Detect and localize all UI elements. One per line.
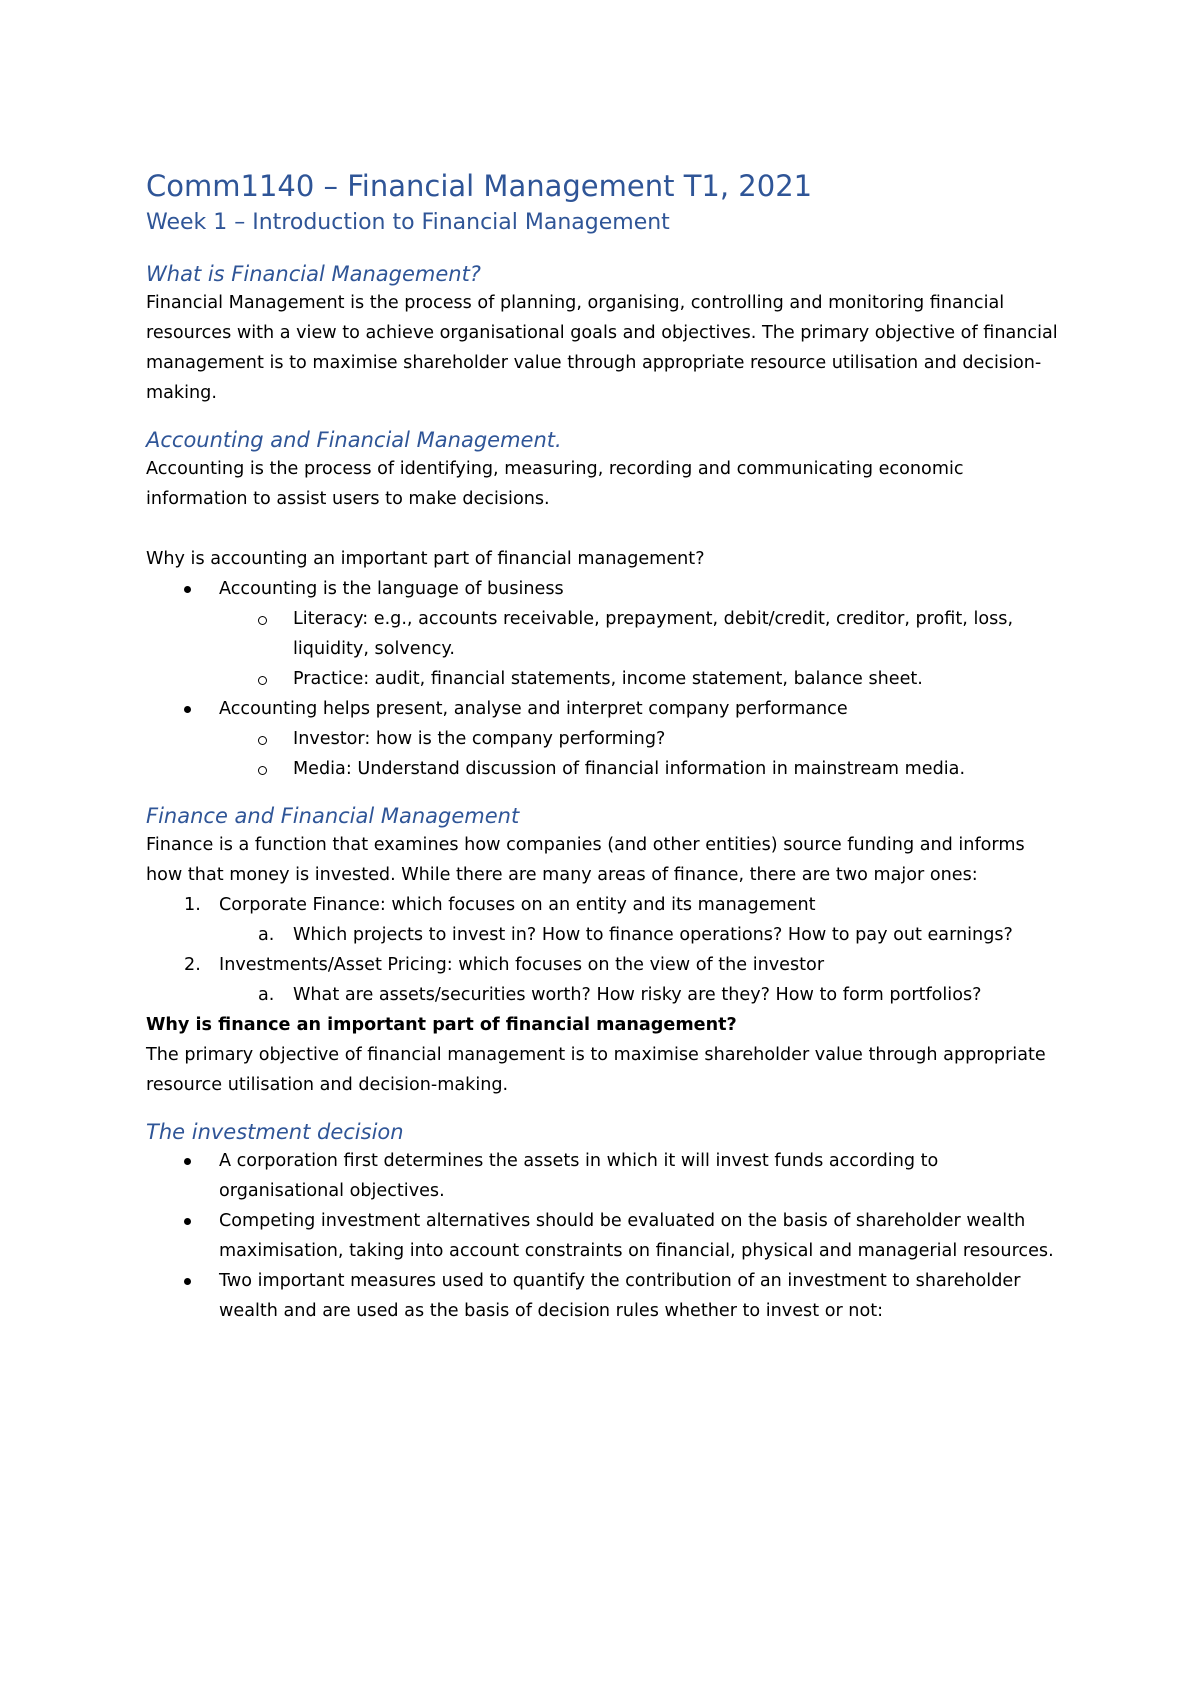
list-letter: a.: [258, 925, 275, 945]
list-item-text: Practice: audit, financial statements, income statement, balance sheet.: [293, 669, 923, 689]
section-paragraph: Accounting is the process of identifying, measuring, recording and communicating economic information to assist users to make decisions.: [146, 459, 964, 509]
section-paragraph: Financial Management is the process of planning, organising, controlling and monitoring financial resources with a view to achieve organisational goals and objectives. The primary objective of financial management is to maximise shareholder value through appropriate resource utilisation and decision-making.: [146, 293, 1058, 403]
list-item-text: What are assets/securities worth? How risky are they? How to form portfolios?: [293, 985, 982, 1005]
section-heading: The investment decision: [146, 1120, 404, 1144]
sub-list-item: [146, 754, 1066, 784]
section-investment-decision: [146, 1118, 1066, 1326]
list-item: [146, 890, 1066, 920]
list-item: [146, 574, 1066, 604]
sub-list-item: [146, 724, 1066, 754]
list-item: [146, 694, 1066, 724]
numbered-list: [146, 890, 1066, 1010]
list-number: 2.: [184, 955, 201, 975]
section-heading: What is Financial Management?: [146, 262, 481, 286]
section-question: Why is finance an important part of financial management?: [146, 1015, 737, 1035]
section-paragraph: Finance is a function that examines how companies (and other entities) source funding and informs how that money is invested. While there are many areas of finance, there are two major ones:: [146, 835, 1025, 885]
list-item-text: Investor: how is the company performing?: [293, 729, 666, 749]
section-question: Why is accounting an important part of financial management?: [146, 549, 705, 569]
sub-list-item: [146, 664, 1066, 694]
list-item-text: Competing investment alternatives should be evaluated on the basis of shareholder wealth maximisation, taking into account constraints on financial, physical and managerial resources.: [219, 1211, 1054, 1261]
list-number: 1.: [184, 895, 201, 915]
list-item-text: A corporation first determines the assets in which it will invest funds according to organisational objectives.: [219, 1151, 939, 1201]
list-item-text: Which projects to invest in? How to finance operations? How to pay out earnings?: [293, 925, 1013, 945]
section-answer: The primary objective of financial management is to maximise shareholder value through appropriate resource utilisation and decision-making.: [146, 1045, 1046, 1095]
section-heading: Accounting and Financial Management.: [146, 428, 562, 452]
list-item-text: Media: Understand discussion of financial information in mainstream media.: [293, 759, 966, 779]
section-heading: Finance and Financial Management: [146, 804, 520, 828]
bullet-list: [146, 574, 1066, 784]
document-subtitle: Week 1 – Introduction to Financial Management: [146, 210, 670, 235]
list-item-text: Investments/Asset Pricing: which focuses on the view of the investor: [219, 955, 825, 975]
bullet-list: [146, 1146, 1066, 1326]
document-title: Comm1140 – Financial Management T1, 2021: [146, 169, 813, 203]
list-item: [146, 1206, 1066, 1266]
section-finance: [146, 802, 1066, 1100]
list-item-text: Accounting helps present, analyse and interpret company performance: [219, 699, 848, 719]
list-item-text: Accounting is the language of business: [219, 579, 564, 599]
list-item-text: Two important measures used to quantify the contribution of an investment to shareholder wealth and are used as the basis of decision rules whether to invest or not:: [219, 1271, 1021, 1321]
document-page: [146, 168, 1066, 1326]
section-what-is-fm: [146, 260, 1066, 408]
sub-list-item: [146, 604, 1066, 664]
sub-list-item: [146, 920, 1066, 950]
list-item: [146, 1146, 1066, 1206]
section-accounting: [146, 426, 1066, 784]
list-item: [146, 1266, 1066, 1326]
list-item-text: Literacy: e.g., accounts receivable, prepayment, debit/credit, creditor, profit, loss, liquidity, solvency.: [293, 609, 1014, 659]
list-letter: a.: [258, 985, 275, 1005]
list-item-text: Corporate Finance: which focuses on an entity and its management: [219, 895, 816, 915]
list-item: [146, 950, 1066, 980]
sub-list-item: [146, 980, 1066, 1010]
